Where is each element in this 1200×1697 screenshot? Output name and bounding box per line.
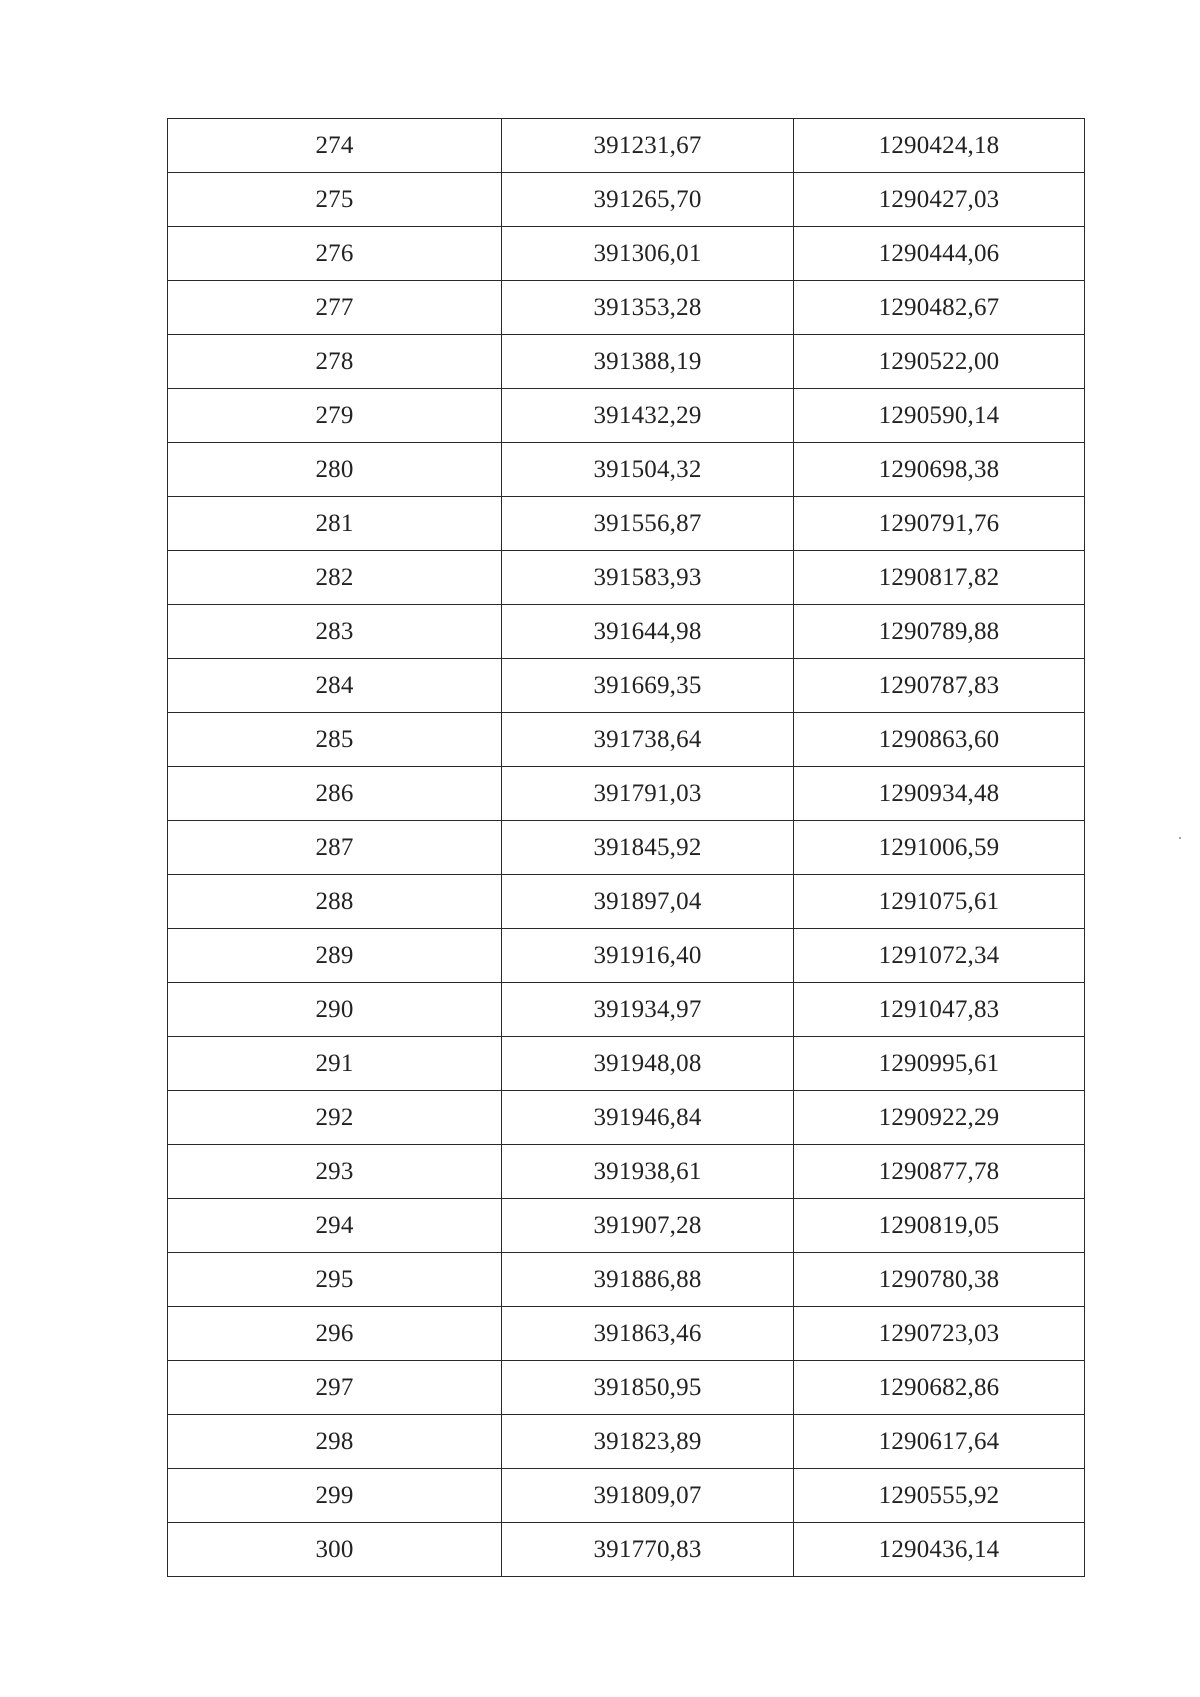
table-row bbox=[168, 1199, 1085, 1253]
point-number-cell: 284 bbox=[168, 659, 502, 713]
table-row bbox=[168, 659, 1085, 713]
table-row bbox=[168, 1469, 1085, 1523]
y-coordinate-cell: 1290791,76 bbox=[794, 497, 1085, 551]
table-row bbox=[168, 497, 1085, 551]
point-number-cell: 288 bbox=[168, 875, 502, 929]
table-row bbox=[168, 1253, 1085, 1307]
y-coordinate-cell: 1290877,78 bbox=[794, 1145, 1085, 1199]
table-row bbox=[168, 1037, 1085, 1091]
y-coordinate-cell: 1290789,88 bbox=[794, 605, 1085, 659]
y-coordinate-cell: 1290723,03 bbox=[794, 1307, 1085, 1361]
point-number-cell: 290 bbox=[168, 983, 502, 1037]
y-coordinate-cell: 1291075,61 bbox=[794, 875, 1085, 929]
point-number-cell: 283 bbox=[168, 605, 502, 659]
table-row bbox=[168, 605, 1085, 659]
table-row bbox=[168, 821, 1085, 875]
y-coordinate-cell: 1291047,83 bbox=[794, 983, 1085, 1037]
x-coordinate-cell: 391863,46 bbox=[502, 1307, 794, 1361]
x-coordinate-cell: 391432,29 bbox=[502, 389, 794, 443]
x-coordinate-cell: 391948,08 bbox=[502, 1037, 794, 1091]
table-row bbox=[168, 1307, 1085, 1361]
table-row bbox=[168, 389, 1085, 443]
y-coordinate-cell: 1290698,38 bbox=[794, 443, 1085, 497]
point-number-cell: 294 bbox=[168, 1199, 502, 1253]
y-coordinate-cell: 1291006,59 bbox=[794, 821, 1085, 875]
point-number-cell: 274 bbox=[168, 119, 502, 173]
x-coordinate-cell: 391556,87 bbox=[502, 497, 794, 551]
y-coordinate-cell: 1290617,64 bbox=[794, 1415, 1085, 1469]
scan-speck bbox=[1179, 837, 1181, 839]
point-number-cell: 287 bbox=[168, 821, 502, 875]
y-coordinate-cell: 1290780,38 bbox=[794, 1253, 1085, 1307]
point-number-cell: 292 bbox=[168, 1091, 502, 1145]
y-coordinate-cell: 1290819,05 bbox=[794, 1199, 1085, 1253]
table-row bbox=[168, 227, 1085, 281]
point-number-cell: 289 bbox=[168, 929, 502, 983]
point-number-cell: 299 bbox=[168, 1469, 502, 1523]
table-row bbox=[168, 1523, 1085, 1577]
point-number-cell: 297 bbox=[168, 1361, 502, 1415]
point-number-cell: 281 bbox=[168, 497, 502, 551]
x-coordinate-cell: 391886,88 bbox=[502, 1253, 794, 1307]
y-coordinate-cell: 1290817,82 bbox=[794, 551, 1085, 605]
table-row bbox=[168, 875, 1085, 929]
x-coordinate-cell: 391770,83 bbox=[502, 1523, 794, 1577]
point-number-cell: 291 bbox=[168, 1037, 502, 1091]
point-number-cell: 293 bbox=[168, 1145, 502, 1199]
table-row bbox=[168, 767, 1085, 821]
table-row bbox=[168, 1145, 1085, 1199]
point-number-cell: 278 bbox=[168, 335, 502, 389]
x-coordinate-cell: 391934,97 bbox=[502, 983, 794, 1037]
table-row bbox=[168, 1361, 1085, 1415]
table-row bbox=[168, 281, 1085, 335]
y-coordinate-cell: 1290522,00 bbox=[794, 335, 1085, 389]
x-coordinate-cell: 391738,64 bbox=[502, 713, 794, 767]
y-coordinate-cell: 1291072,34 bbox=[794, 929, 1085, 983]
x-coordinate-cell: 391907,28 bbox=[502, 1199, 794, 1253]
y-coordinate-cell: 1290682,86 bbox=[794, 1361, 1085, 1415]
x-coordinate-cell: 391791,03 bbox=[502, 767, 794, 821]
table-row bbox=[168, 983, 1085, 1037]
x-coordinate-cell: 391823,89 bbox=[502, 1415, 794, 1469]
point-number-cell: 295 bbox=[168, 1253, 502, 1307]
coordinates-table-body bbox=[168, 119, 1085, 1577]
point-number-cell: 275 bbox=[168, 173, 502, 227]
point-number-cell: 286 bbox=[168, 767, 502, 821]
table-row bbox=[168, 929, 1085, 983]
x-coordinate-cell: 391644,98 bbox=[502, 605, 794, 659]
table-row bbox=[168, 119, 1085, 173]
x-coordinate-cell: 391897,04 bbox=[502, 875, 794, 929]
point-number-cell: 277 bbox=[168, 281, 502, 335]
table-row bbox=[168, 1415, 1085, 1469]
x-coordinate-cell: 391946,84 bbox=[502, 1091, 794, 1145]
y-coordinate-cell: 1290590,14 bbox=[794, 389, 1085, 443]
point-number-cell: 282 bbox=[168, 551, 502, 605]
x-coordinate-cell: 391504,32 bbox=[502, 443, 794, 497]
x-coordinate-cell: 391306,01 bbox=[502, 227, 794, 281]
point-number-cell: 279 bbox=[168, 389, 502, 443]
table-row bbox=[168, 335, 1085, 389]
x-coordinate-cell: 391916,40 bbox=[502, 929, 794, 983]
y-coordinate-cell: 1290863,60 bbox=[794, 713, 1085, 767]
point-number-cell: 280 bbox=[168, 443, 502, 497]
coordinates-table bbox=[167, 118, 1085, 1577]
y-coordinate-cell: 1290934,48 bbox=[794, 767, 1085, 821]
y-coordinate-cell: 1290424,18 bbox=[794, 119, 1085, 173]
table-row bbox=[168, 443, 1085, 497]
y-coordinate-cell: 1290427,03 bbox=[794, 173, 1085, 227]
x-coordinate-cell: 391809,07 bbox=[502, 1469, 794, 1523]
point-number-cell: 298 bbox=[168, 1415, 502, 1469]
y-coordinate-cell: 1290555,92 bbox=[794, 1469, 1085, 1523]
y-coordinate-cell: 1290995,61 bbox=[794, 1037, 1085, 1091]
y-coordinate-cell: 1290444,06 bbox=[794, 227, 1085, 281]
x-coordinate-cell: 391265,70 bbox=[502, 173, 794, 227]
y-coordinate-cell: 1290436,14 bbox=[794, 1523, 1085, 1577]
x-coordinate-cell: 391231,67 bbox=[502, 119, 794, 173]
x-coordinate-cell: 391388,19 bbox=[502, 335, 794, 389]
x-coordinate-cell: 391938,61 bbox=[502, 1145, 794, 1199]
x-coordinate-cell: 391850,95 bbox=[502, 1361, 794, 1415]
point-number-cell: 296 bbox=[168, 1307, 502, 1361]
x-coordinate-cell: 391353,28 bbox=[502, 281, 794, 335]
x-coordinate-cell: 391669,35 bbox=[502, 659, 794, 713]
table-row bbox=[168, 173, 1085, 227]
table-row bbox=[168, 551, 1085, 605]
point-number-cell: 285 bbox=[168, 713, 502, 767]
y-coordinate-cell: 1290922,29 bbox=[794, 1091, 1085, 1145]
table-row bbox=[168, 1091, 1085, 1145]
point-number-cell: 300 bbox=[168, 1523, 502, 1577]
table-row bbox=[168, 713, 1085, 767]
point-number-cell: 276 bbox=[168, 227, 502, 281]
x-coordinate-cell: 391845,92 bbox=[502, 821, 794, 875]
y-coordinate-cell: 1290787,83 bbox=[794, 659, 1085, 713]
x-coordinate-cell: 391583,93 bbox=[502, 551, 794, 605]
y-coordinate-cell: 1290482,67 bbox=[794, 281, 1085, 335]
